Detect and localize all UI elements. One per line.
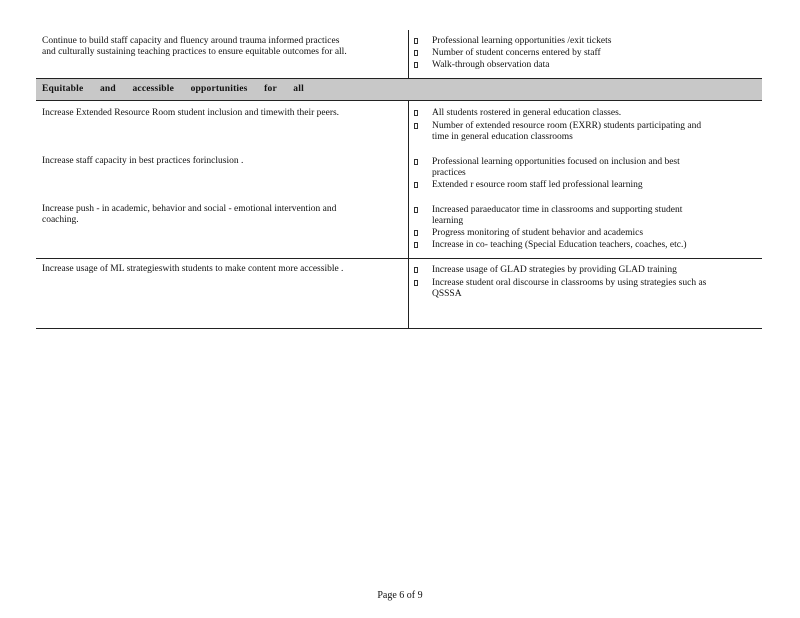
document-page: Continue to build staff capacity and fluency around trauma informed practices and culturally sustaining teaching practices to ensure equitable outcomes for all. Professional learning opportunities /exit tickets Number of student concerns entered by staff Walk-through observation data Equitable and accessible opportunities for all Increase Extended Resource Room student inclusion and timewith their peers. Increase staff capacity in best practices forinclusion . Increase push - in academic, behavior and social - emotional intervention and coaching. All students rostered in general education classes. Number of extended resource room (EXRR) students participating and time in general education classrooms Professional learning opportunities focused on inclusion and best practices Extended r esource room staff led professional learning Increased paraeducator time in classrooms and supporting student learning Progress monitoring of student behavior and academics Increase in co- teaching (Special Education teachers, coaches, etc.) Increase usage of ML strategieswith students to make content more accessible . Increase usage of GLAD strategies by providing GLAD training Increase student oral discourse in classrooms by using strategies such as QSSSA Page 6 of 9 <box>0 0 800 618</box>
column-divider-top <box>408 30 409 78</box>
bullet-box-icon <box>414 110 418 116</box>
table-bottom-border <box>36 328 762 329</box>
row-divider <box>36 258 762 259</box>
bullet-box-icon <box>414 207 418 213</box>
bullet-box-icon <box>414 50 418 56</box>
bullet-box-icon <box>414 280 418 286</box>
bullet-box-icon <box>414 159 418 165</box>
bullet-box-icon <box>414 267 418 273</box>
column-divider-bottom <box>408 101 409 329</box>
row2-left-c-line-2: coaching. <box>42 215 79 225</box>
row2-left-a: Increase Extended Resource Room student inclusion and timewith their peers. <box>42 108 340 118</box>
bullet-box-icon <box>414 123 418 129</box>
bullet-box-icon <box>414 230 418 236</box>
bullet-box-icon <box>414 182 418 188</box>
bullet-box-icon <box>414 38 418 44</box>
row3-left: Increase usage of ML strategieswith students to make content more accessible . <box>42 264 344 274</box>
row2-left-b: Increase staff capacity in best practices forinclusion . <box>42 156 244 166</box>
bullet-box-icon <box>414 62 418 68</box>
bullet-box-icon <box>414 242 418 248</box>
page-number: Page 6 of 9 <box>377 590 423 601</box>
row1-left-line-2: and culturally sustaining teaching practices to ensure equitable outcomes for all. <box>42 47 347 57</box>
row1-left-line-1: Continue to build staff capacity and fluency around trauma informed practices <box>42 36 340 46</box>
row2-left-c-line-1: Increase push - in academic, behavior and social - emotional intervention and <box>42 204 337 214</box>
section-header-label: Equitable and accessible opportunities for all <box>42 84 304 94</box>
